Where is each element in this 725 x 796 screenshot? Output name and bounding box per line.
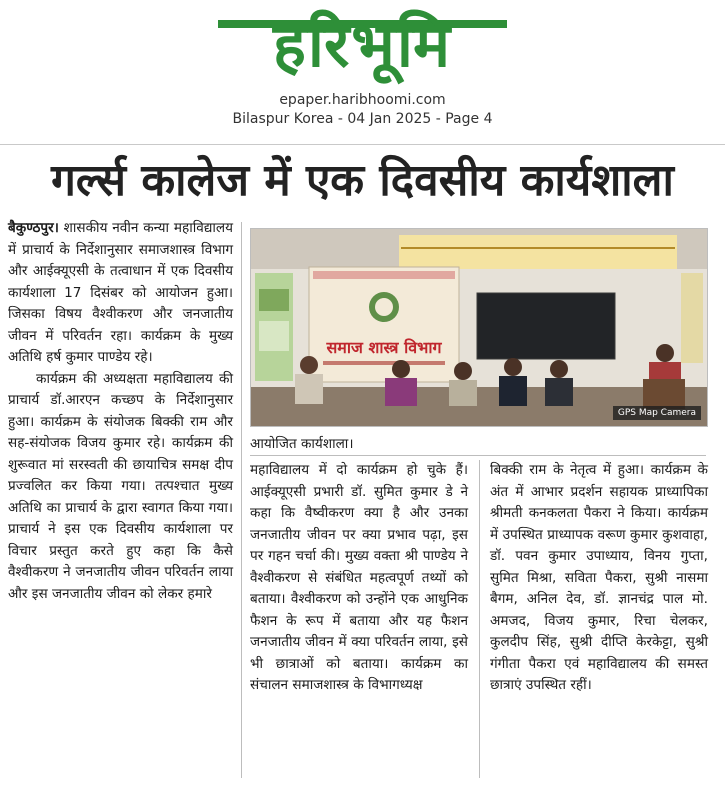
paragraph-text: शासकीय नवीन कन्या महाविद्यालय में प्राचार्य के निर्देशानुसार समाजशास्त्र विभाग और आईक्यूएसी के तत्वाधान में एक दिवसीय कार्यशाला 17 दिसंबर को आयोजन हुआ। जिसका विषय वैश्वीकरण और जनजातीय जीवन में परिवर्तन रहा। कार्यक्रम के मुख्य अतिथि हर्ष कुमार पाण्डेय रहे।: [8, 220, 234, 365]
masthead-divider: [0, 144, 725, 145]
edition-info: Bilaspur Korea - 04 Jan 2025 - Page 4: [232, 111, 493, 127]
article-column-3: [490, 460, 708, 697]
column-divider: [241, 222, 242, 778]
article-photo: [250, 228, 708, 427]
event-photo-illustration: [251, 229, 707, 426]
gps-watermark: GPS Map Camera: [613, 406, 701, 420]
paragraph: [8, 218, 233, 369]
caption-divider: [250, 455, 706, 456]
site-url: epaper.haribhoomi.com: [279, 92, 446, 108]
masthead: [0, 0, 725, 140]
paragraph: कार्यक्रम की अध्यक्षता महाविद्यालय की प्राचार्य डॉ.आरएन कच्छप के निर्देशानुसार हुआ। कार्यक्रम के संयोजक बिक्की राम और सह-संयोजक विजय कुमार रहे। कार्यक्रम की शुरूवात मां सरस्वती की छायाचित्र समक्ष दीप प्रज्वलित कर किया गया। तत्पश्चात मुख्य अतिथि का प्राचार्य के द्वारा स्वागत किया गया। प्राचार्य ने इस एक दिवसीय कार्यशाला पर विचार प्रस्तुत करते हुए कहा कि कैसे वैश्वीकरण ने जनजातीय जीवन परिवर्तन लाया और इस जनजातीय जीवन को लेकर हमारे: [8, 370, 233, 602]
article-column-2: [250, 460, 468, 697]
dateline: बैकुण्ठपुर।: [8, 220, 59, 236]
paragraph: महाविद्यालय में दो कार्यक्रम हो चुके हैं। आईक्यूएसी प्रभारी डॉ. सुमित कुमार डे ने कहा कि वैष्वीकरण क्या है और उनका जनजातीय जीवन पर क्या प्रभाव पढ़ा, इस पर गहन चर्चा की। मुख्य वक्ता श्री पाण्डेय ने वैश्वीकरण से संबंधित महत्वपूर्ण तथ्यों को बताया। वैश्वीकरण को उन्होंने एक आधुनिक फैशन के रूप में बताया और यह फैशन जनजातीय जीवन में क्या परिवर्तन लाया, इसे भी छात्राओं को बताया। कार्यक्रम का संचालन समाजशास्त्र के विभागध्यक्ष: [250, 462, 468, 693]
paragraph: बिक्की राम के नेतृत्व में हुआ। कार्यक्रम के अंत में आभार प्रदर्शन सहायक प्राध्यापिका श्रीमती कनकलता पैकरा ने किया। कार्यक्रम में उपस्थित प्राध्यापक वरूण कुमार कुशवाहा, डॉ. पवन कुमार उपाध्याय, विनय गुप्ता, सुमित मिश्रा, सविता पैकरा, सुश्री नासमा बैगम, अनिल देव, डॉ. ज्ञानचंद्र पाल मो. अमजद, विजय कुमार, रिचा चेलकर, कुलदीप सिंह, सुश्री दीप्ति केरकेट्टा, सुश्री गंगीता पैकरा एवं महाविद्यालय की समस्त छात्राएं उपस्थित रहीं।: [490, 462, 708, 693]
photo-caption: आयोजित कार्यशाला।: [250, 436, 354, 452]
logo-text: हरिभूमि: [272, 8, 453, 81]
haribhoomi-logo: [210, 2, 515, 88]
article-column-1: [8, 218, 233, 605]
article-headline: गर्ल्स कालेज में एक दिवसीय कार्यशाला: [51, 155, 674, 206]
column-divider: [479, 460, 480, 778]
banner-text: समाज शास्त्र विभाग: [326, 338, 442, 357]
